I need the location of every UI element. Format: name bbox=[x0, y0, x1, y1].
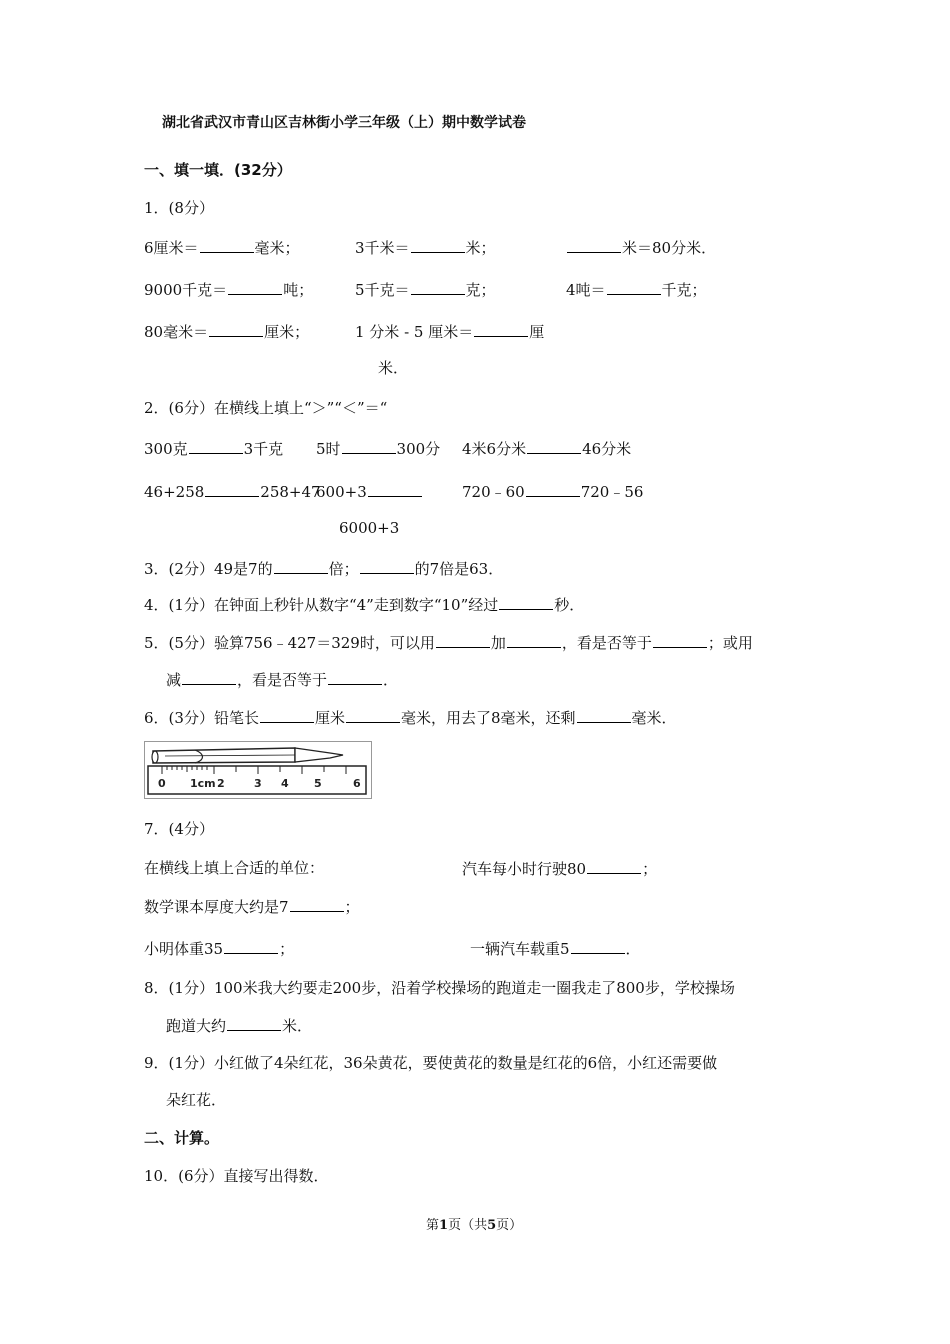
q1-item-5: 5千克＝ 克； bbox=[355, 281, 496, 299]
question-1-heading: 1．(8分） bbox=[144, 199, 214, 217]
answer-blank[interactable] bbox=[368, 481, 422, 497]
answer-blank[interactable] bbox=[328, 669, 382, 685]
answer-blank[interactable] bbox=[260, 707, 314, 723]
q1-item-2: 3千米＝ 米； bbox=[355, 239, 496, 257]
pencil-ruler-svg bbox=[145, 742, 371, 798]
answer-blank[interactable] bbox=[577, 707, 631, 723]
question-9-continued: 朵红花． bbox=[166, 1091, 227, 1109]
answer-blank[interactable] bbox=[587, 858, 641, 874]
question-3: 3．(2分）49是7的 倍； 的7倍是63． bbox=[144, 560, 504, 578]
ruler-label-2: 2 bbox=[217, 777, 225, 790]
pencil-tip bbox=[295, 748, 343, 762]
question-2-heading: 2．(6分）在横线上填上“＞”“＜”＝“ bbox=[144, 399, 388, 417]
q1-item-6: 4吨＝ 千克； bbox=[566, 281, 707, 299]
question-5-continued: 减 ，看是否等于 ． bbox=[166, 671, 399, 689]
question-8-continued: 跑道大约 米． bbox=[166, 1017, 313, 1035]
q2-item-6: 720﹣60 720﹣56 bbox=[462, 483, 644, 501]
q1-item-8-continued: 米． bbox=[378, 359, 409, 377]
question-5: 5．(5分）验算756﹣427＝329时，可以用 加 ，看是否等于 ；或用 bbox=[144, 634, 753, 652]
q7-instruction: 在横线上填上合适的单位： bbox=[144, 859, 325, 877]
answer-blank[interactable] bbox=[209, 321, 263, 337]
answer-blank[interactable] bbox=[274, 558, 328, 574]
q2-item-2: 5时 300分 bbox=[316, 440, 441, 458]
ruler-label-3: 3 bbox=[254, 777, 262, 790]
answer-blank[interactable] bbox=[526, 481, 580, 497]
q2-item-5-continued: 6000+3 bbox=[339, 519, 400, 537]
q1-item-4: 9000千克＝ 吨； bbox=[144, 281, 314, 299]
answer-blank[interactable] bbox=[474, 321, 528, 337]
answer-blank[interactable] bbox=[189, 438, 243, 454]
question-10: 10．(6分）直接写出得数． bbox=[144, 1167, 329, 1185]
pencil-end bbox=[152, 751, 158, 763]
answer-blank[interactable] bbox=[290, 896, 344, 912]
answer-blank[interactable] bbox=[499, 594, 553, 610]
ruler-label-1: 1cm bbox=[190, 777, 216, 790]
answer-blank[interactable] bbox=[653, 632, 707, 648]
answer-blank[interactable] bbox=[436, 632, 490, 648]
section-heading-1: 一、填一填．(32分） bbox=[144, 161, 292, 179]
answer-blank[interactable] bbox=[342, 438, 396, 454]
ruler-label-4: 4 bbox=[281, 777, 289, 790]
answer-blank[interactable] bbox=[182, 669, 236, 685]
ruler-label-6: 6 bbox=[353, 777, 361, 790]
question-9: 9．(1分）小红做了4朵红花，36朵黄花，要使黄花的数量是红花的6倍，小红还需要做 bbox=[144, 1054, 718, 1072]
q7-item-4: 一辆汽车载重5 ． bbox=[470, 940, 641, 958]
answer-blank[interactable] bbox=[411, 237, 465, 253]
answer-blank[interactable] bbox=[228, 279, 282, 295]
answer-blank[interactable] bbox=[567, 237, 621, 253]
q1-item-3: 米＝80分米． bbox=[566, 237, 716, 258]
answer-blank[interactable] bbox=[205, 481, 259, 497]
q7-item-2: 数学课本厚度大约是7 ； bbox=[144, 898, 360, 916]
answer-blank[interactable] bbox=[527, 438, 581, 454]
ruler-label-0: 0 bbox=[158, 777, 166, 790]
question-4: 4．(1分）在钟面上秒针从数字“4”走到数字“10”经过 秒． bbox=[144, 596, 585, 614]
answer-blank[interactable] bbox=[346, 707, 400, 723]
answer-blank[interactable] bbox=[360, 558, 414, 574]
question-8: 8．(1分）100米我大约要走200步，沿着学校操场的跑道走一圈我走了800步，学校操场 bbox=[144, 979, 735, 997]
section-heading-2: 二、计算。 bbox=[144, 1129, 220, 1147]
q1-item-8: 1 分米 - 5 厘米＝ 厘 bbox=[355, 323, 545, 341]
ruler-label-5: 5 bbox=[314, 777, 322, 790]
answer-blank[interactable] bbox=[607, 279, 661, 295]
answer-blank[interactable] bbox=[200, 237, 254, 253]
q2-item-3: 4米6分米 46分米 bbox=[462, 440, 632, 458]
q1-item-7: 80毫米＝ 厘米； bbox=[144, 323, 310, 341]
answer-blank[interactable] bbox=[227, 1015, 281, 1031]
question-6: 6．(3分）铅笔长 厘米 毫米，用去了8毫米，还剩 毫米． bbox=[144, 709, 677, 727]
page-number: 1 bbox=[439, 1218, 449, 1233]
q7-item-3: 小明体重35 ； bbox=[144, 940, 295, 958]
answer-blank[interactable] bbox=[224, 938, 278, 954]
page-title: 湖北省武汉市青山区吉林街小学三年级（上）期中数学试卷 bbox=[162, 115, 526, 131]
question-7-heading: 7．(4分） bbox=[144, 820, 214, 838]
answer-blank[interactable] bbox=[571, 938, 625, 954]
page-total: 5 bbox=[487, 1218, 497, 1233]
q1-item-1: 6厘米＝ 毫米； bbox=[144, 239, 300, 257]
page-footer: 第1页（共5页） bbox=[426, 1218, 523, 1233]
q2-item-1: 300克 3千克 bbox=[144, 440, 284, 458]
q7-item-1: 汽车每小时行驶80 ； bbox=[462, 860, 658, 878]
q2-item-4: 46+258 258+47 bbox=[144, 483, 321, 501]
answer-blank[interactable] bbox=[507, 632, 561, 648]
pencil-ruler-figure bbox=[144, 741, 372, 799]
q2-item-5: 600+3 bbox=[316, 481, 423, 502]
answer-blank[interactable] bbox=[411, 279, 465, 295]
